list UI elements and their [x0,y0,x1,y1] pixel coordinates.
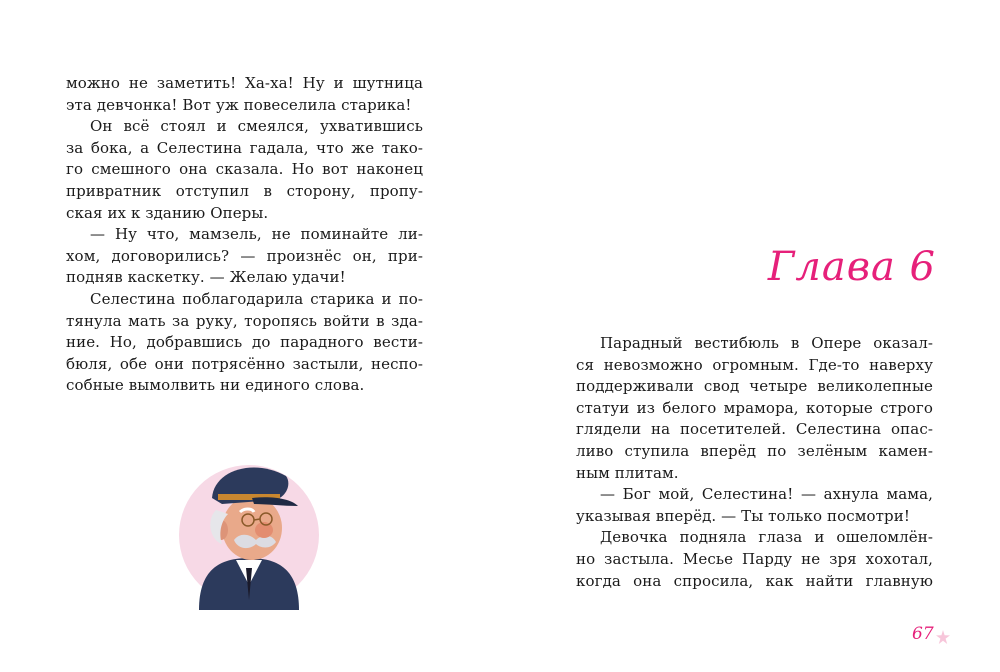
text-line: привратник отступил в сторону, пропу- [66,181,423,200]
text-line: Парадный вестибюль в Опере оказал- [600,334,933,352]
right-page-text [576,333,933,592]
text-line: подняв каскетку. — Желаю удачи! [66,268,346,287]
text-line: го смешного она сказала. Но вот наконец [66,160,423,179]
text-line: тянула мать за руку, торопясь войти в зда- [66,311,423,330]
text-line: Селестина поблагодарила старика и по- [90,289,423,308]
paragraph [576,527,933,592]
text-line: — Бог мой, Селестина! — ахнула мама, [600,485,933,504]
page-number: 67 [912,624,934,644]
text-line: ным плитам. [576,463,679,482]
text-line: ние. Но, добравшись до парадного вести- [66,333,423,352]
paragraph [66,116,423,224]
chapter-title: Глава 6 [767,244,936,290]
doorman-portrait-illustration [174,440,324,610]
text-line: глядели на посетителей. Селестина опас- [576,420,933,439]
text-line: указывая вперёд. — Ты только посмотри! [576,506,910,525]
paragraph [66,224,423,289]
paragraph [66,73,423,116]
text-line: эта девчонка! Вот уж повеселила старика! [66,95,412,114]
text-line: Он всё стоял и смеялся, ухватившись [90,117,423,136]
paragraph [576,484,933,527]
text-line: Девочка подняла глаза и ошеломлён- [600,528,933,547]
text-line: хом, договорились? — произнёс он, при- [66,246,423,265]
text-line: — Ну что, мамзель, не поминайте ли- [90,225,423,244]
paragraph [576,333,933,484]
left-page-text [66,73,423,397]
text-line: когда она спросила, как найти главную [576,571,933,590]
text-line: ся невозможно огромным. Где-то наверху [576,355,933,374]
text-line: собные вымолвить ни единого слова. [66,376,365,395]
text-line: ская их к зданию Оперы. [66,203,269,222]
text-line: ливо ступила вперёд по зелёным камен- [576,441,933,460]
text-line: за бока, а Селестина гадала, что же тако- [66,138,423,157]
doorman-glasses-bridge [254,519,260,520]
text-line: поддерживали свод четыре великолепные [576,377,933,396]
text-line: бюля, обе они потрясённо застыли, неспо- [66,354,423,373]
text-line: можно не заметить! Ха-ха! Ну и шутница [66,74,423,92]
star-icon [936,630,950,644]
doorman-face [222,496,282,560]
paragraph [66,289,423,397]
right-page [500,0,1000,672]
text-line: но застыла. Месье Парду не зря хохотал, [576,549,933,568]
text-line: статуи из белого мрамора, которые строго [576,398,933,417]
